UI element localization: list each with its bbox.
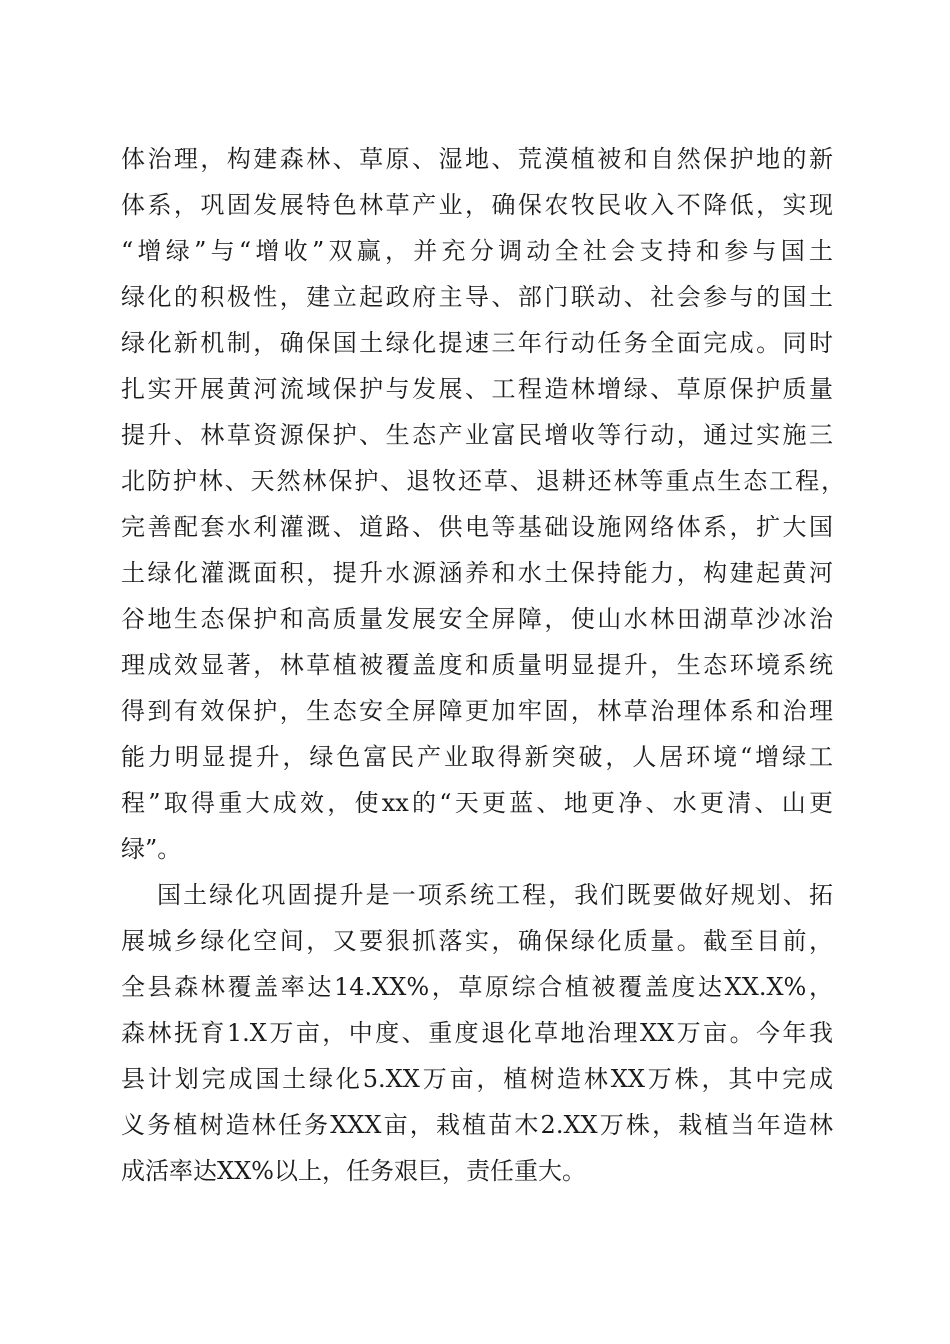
text-line: 绿化新机制，确保国土绿化提速三年行动任务全面完成。同时 xyxy=(121,329,833,357)
text-line: 得到有效保护，生态安全屏障更加牢固，林草治理体系和治理 xyxy=(121,697,833,725)
text-line: 能力明显提升，绿色富民产业取得新突破，人居环境“增绿工 xyxy=(121,743,833,771)
text-line: 体系，巩固发展特色林草产业，确保农牧民收入不降低，实现 xyxy=(121,191,833,219)
text-line: 体治理，构建森林、草原、湿地、荒漠植被和自然保护地的新 xyxy=(121,145,833,173)
text-line: 全县森林覆盖率达14.XX%，草原综合植被覆盖度达XX.X%， xyxy=(121,973,833,1001)
text-line: 提升、林草资源保护、生态产业富民增收等行动，通过实施三 xyxy=(121,421,833,449)
text-line: 程”取得重大成效，使xx的“天更蓝、地更净、水更清、山更 xyxy=(121,789,833,817)
text-line: 森林抚育1.X万亩，中度、重度退化草地治理XX万亩。今年我 xyxy=(121,1019,833,1047)
text-line: “增绿”与“增收”双赢，并充分调动全社会支持和参与国土 xyxy=(121,237,833,265)
text-line: 县计划完成国土绿化5.XX万亩，植树造林XX万株，其中完成 xyxy=(121,1065,833,1093)
text-line: 成活率达XX%以上，任务艰巨，责任重大。 xyxy=(121,1157,586,1185)
text-line: 谷地生态保护和高质量发展安全屏障，使山水林田湖草沙冰治 xyxy=(121,605,833,633)
text-line: 绿化的积极性，建立起政府主导、部门联动、社会参与的国土 xyxy=(121,283,833,311)
text-line: 义务植树造林任务XXX亩，栽植苗木2.XX万株，栽植当年造林 xyxy=(121,1111,833,1139)
text-line: 北防护林、天然林保护、退牧还草、退耕还林等重点生态工程， xyxy=(121,467,845,495)
text-line: 国土绿化巩固提升是一项系统工程，我们既要做好规划、拓 xyxy=(157,881,833,909)
text-line: 展城乡绿化空间，又要狠抓落实，确保绿化质量。截至目前， xyxy=(121,927,833,955)
text-line: 完善配套水利灌溉、道路、供电等基础设施网络体系，扩大国 xyxy=(121,513,833,541)
text-line: 理成效显著，林草植被覆盖度和质量明显提升，生态环境系统 xyxy=(121,651,833,679)
text-line: 绿”。 xyxy=(121,835,182,863)
text-line: 扎实开展黄河流域保护与发展、工程造林增绿、草原保护质量 xyxy=(121,375,833,403)
text-line: 土绿化灌溉面积，提升水源涵养和水土保持能力，构建起黄河 xyxy=(121,559,833,587)
